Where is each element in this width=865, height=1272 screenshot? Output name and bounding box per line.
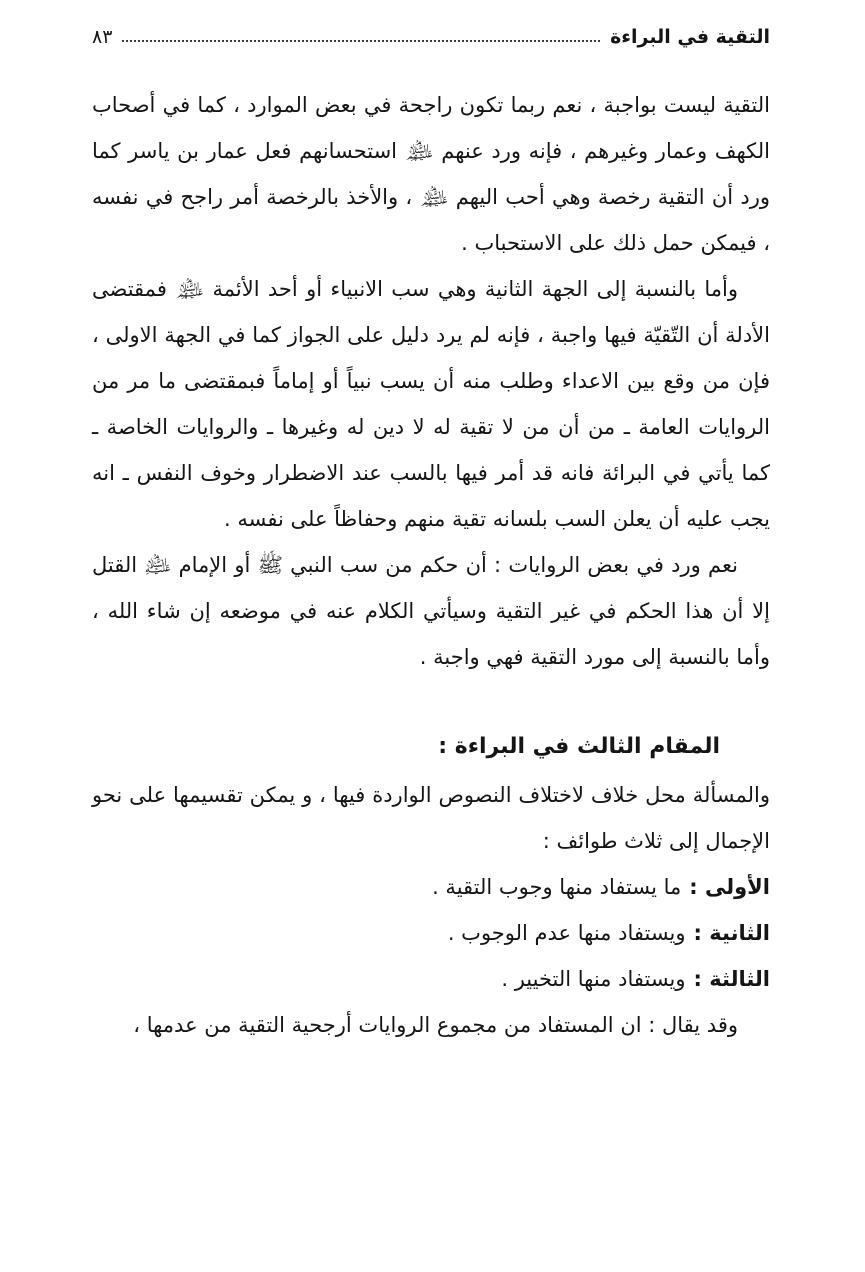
paragraph-second-aspect: وأما بالنسبة إلى الجهة الثانية وهي سب الانبياء أو أحد الأئمة ﵈ فمقتضى الأدلة أن التّقيّة فيها واجبة ، فإنه لم يرد دليل على الجواز كما في الجهة الاولى ، فإن من وقع بين الاعداء وطلب منه أن يسب نبياً أو إماماً فبمقتضى ما مر من الروايات العامة ـ من أن من لا تقية له لا دين له وغيرها ـ والروايات الخاصة ـ كما يأتي في البرائة فانه قد أمر فيها بالسب عند الاضطرار وخوف النفس ـ انه يجب عليه أن يعلن السب بلسانه تقية منهم وحفاظاً على نفسه . <box>92 277 770 531</box>
dot-leader <box>122 40 600 42</box>
page-header <box>92 26 770 48</box>
section-heading-third-station: المقام الثالث في البراءة : <box>438 734 720 759</box>
list-item-third-label: الثالثة : <box>693 967 770 991</box>
page-number: ٨٣ <box>92 26 113 48</box>
list-item-third-text: ويستفاد منها التخيير . <box>501 967 686 991</box>
running-title: التقية في البراءة <box>610 26 770 48</box>
list-item-first-label: الأولى : <box>689 875 770 899</box>
list-item-second-label: الثانية : <box>693 921 770 945</box>
list-item-first <box>92 864 770 910</box>
list-item-second <box>92 910 770 956</box>
list-item-first-text: ما يستفاد منها وجوب التقية . <box>432 875 682 899</box>
list-item-third <box>92 956 770 1002</box>
paragraph-conclusion: وقد يقال : ان المستفاد من مجموع الروايات أرجحية التقية من عدمها ، <box>133 1013 738 1037</box>
paragraph-issue-classification: والمسألة محل خلاف لاختلاف النصوص الواردة فيها ، و يمكن تقسيمها على نحو الإجمال إلى ثلاث طوائف : <box>92 783 770 853</box>
list-item-second-text: ويستفاد منها عدم الوجوب . <box>447 921 686 945</box>
paragraph-taqiyya-not-obligatory: التقية ليست بواجبة ، نعم ربما تكون راجحة في بعض الموارد ، كما في أصحاب الكهف وعمار وغيرهم ، فإنه ورد عنهم ﵈ استحسانهم فعل عمار بن ياسر كما ورد أن التقية رخصة وهي أحب اليهم ﵈ ، والأخذ بالرخصة أمر راجح في نفسه ، فيمكن حمل ذلك على الاستحباب . <box>92 93 770 255</box>
page-body <box>92 82 770 1048</box>
paragraph-narrations-ruling: نعم ورد في بعض الروايات : أن حكم من سب النبي ﷺ أو الإمام ﵇ القتل إلا أن هذا الحكم في غير التقية وسيأتي الكلام عنه في موضعه إن شاء الله ، وأما بالنسبة إلى مورد التقية فهي واجبة . <box>92 553 770 669</box>
